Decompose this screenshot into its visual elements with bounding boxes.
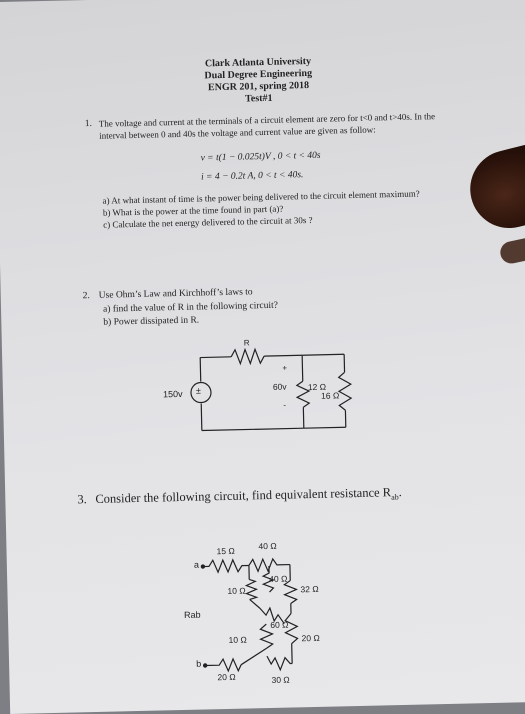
- q1-equation-voltage: v = t(1 − 0.025t)V , 0 < t < 40s: [201, 151, 321, 164]
- r16-label: 16 Ω: [321, 390, 339, 400]
- source-symbol: ±: [196, 386, 201, 396]
- q2-number: 2.: [83, 291, 90, 301]
- r40-top-label: 40 Ω: [258, 541, 276, 551]
- rab-label: Rab: [184, 610, 201, 620]
- q1-part-b: b) What is the power at the time found in part (a)?: [103, 204, 284, 218]
- r32-label: 32 Ω: [300, 584, 318, 594]
- q1-text-line1: The voltage and current at the terminals of a circuit element are zero for t<0 and t>40s. In the: [99, 111, 435, 129]
- node-a-label: a: [194, 560, 199, 570]
- q3-question: Consider the following circuit, find equivalent resistance R: [95, 485, 391, 506]
- test-title: Test#1: [0, 87, 521, 110]
- r30-label: 30 Ω: [271, 675, 289, 685]
- q1-equation-current: i = 4 − 0.2t A, 0 < t < 40s.: [201, 170, 303, 182]
- minus-sign: -: [283, 401, 286, 410]
- q3-number: 3.: [77, 492, 87, 507]
- source-label: 150v: [163, 389, 183, 399]
- q1-number: 1.: [85, 119, 92, 129]
- r10a-label: 10 Ω: [227, 586, 245, 596]
- resistor-10-ohm-a: [246, 579, 256, 599]
- course-name: ENGR 201, spring 2018: [0, 75, 521, 98]
- node-b-label: b: [196, 659, 201, 669]
- university-name: Clark Atlanta University: [0, 51, 521, 74]
- resistor-r-label: R: [244, 338, 250, 347]
- q3-period: .: [398, 485, 401, 499]
- q1-part-a: a) At what instant of time is the power being delivered to the circuit element maximum?: [102, 189, 419, 206]
- r15-label: 15 Ω: [216, 546, 234, 556]
- r20-right-label: 20 Ω: [301, 633, 319, 643]
- q3-subscript: ab: [391, 493, 399, 502]
- resistor-15-ohm: [203, 559, 249, 572]
- program-name: Dual Degree Engineering: [0, 63, 521, 86]
- resistor-32-ohm: [284, 580, 297, 603]
- resistor-30-ohm: [267, 656, 292, 671]
- q2-part-b: b) Power dissipated in R.: [103, 316, 199, 328]
- r10b-label: 10 Ω: [228, 635, 246, 645]
- r60-label: 60 Ω: [270, 620, 288, 630]
- q2-part-a: a) find the value of R in the following circuit?: [103, 301, 278, 315]
- q2-text: Use Ohm’s Law and Kirchhoff’s laws to: [99, 287, 253, 300]
- r12-label: 12 Ω: [308, 382, 326, 392]
- plus-sign: +: [282, 364, 287, 373]
- resistor-20-ohm-bottom: [205, 659, 241, 672]
- q1-text-line2: interval between 0 and 40s the voltage and current value are given as follow:: [99, 125, 376, 141]
- r20-bottom-label: 20 Ω: [217, 672, 235, 682]
- voltage-60v-label: 60v: [273, 382, 287, 392]
- r40-mid-label: 40 Ω: [269, 574, 287, 584]
- q1-part-c: c) Calculate the net energy delivered to the circuit at 30s ?: [103, 215, 313, 230]
